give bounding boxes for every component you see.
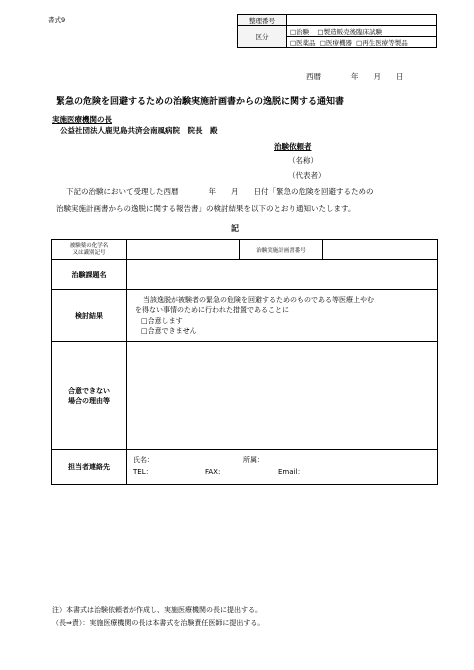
- head-name: 公益社団法人鹿児島共済会南風病院 院長 殿: [60, 126, 218, 135]
- result-text-2: を得ない事情のために行われた措置であることに: [135, 306, 289, 315]
- tel-label: TEL：: [133, 468, 153, 476]
- code-label-line-2: 又は識別記号: [72, 249, 106, 256]
- code-label: [52, 240, 127, 260]
- protocol-no-value[interactable]: [323, 240, 438, 260]
- body-line-2: 治験実施計画書からの逸脱に関する報告書」の検討結果を以下のとおり通知いたします。: [56, 204, 356, 213]
- contact-label: 担当者連絡先: [52, 450, 127, 485]
- subject-value[interactable]: [127, 260, 438, 290]
- disagree-checkbox[interactable]: □合意できません: [141, 326, 197, 335]
- page-title: 緊急の危険を回避するための治験実施計画書からの逸脱に関する通知書: [56, 97, 345, 107]
- date-line: 西暦 年 月 日: [306, 72, 404, 81]
- result-label: 検討結果: [52, 290, 127, 342]
- reg-no-label: 整理番号: [238, 15, 287, 26]
- category-row-1: [287, 26, 437, 37]
- subject-label: 治験課題名: [52, 260, 127, 290]
- category-label: 区分: [238, 26, 287, 48]
- note-1: 注）本書式は治験依頼者が作成し、実施医療機関の長に提出する。: [52, 606, 262, 614]
- head-label: 実施医療機関の長: [52, 115, 112, 124]
- name-label: 氏名：: [133, 456, 154, 464]
- registration-table: [237, 14, 437, 48]
- body-line-1: 下記の治験において受理した西暦 年 月 日付「緊急の危険を回避するための: [66, 187, 374, 196]
- note-2: （長⇒責）：実施医療機関の長は本書式を治験責任医師に提出する。: [52, 619, 265, 627]
- main-table: [51, 239, 438, 485]
- category-trial-checkbox[interactable]: □治験: [290, 27, 310, 36]
- reason-value[interactable]: [127, 342, 438, 450]
- category-row-2: [287, 37, 437, 48]
- category-regenerative-checkbox[interactable]: □再生医療等製品: [356, 38, 408, 47]
- requester-name: （名称）: [288, 156, 318, 165]
- reason-label-line-1: 合意できない: [68, 386, 110, 395]
- contact-content: [127, 450, 438, 485]
- protocol-no-label: 治験実施計画書番号: [240, 240, 323, 260]
- requester-label: 治験依頼者: [274, 142, 312, 151]
- code-value[interactable]: [127, 240, 240, 260]
- category-device-checkbox[interactable]: □医療機器: [319, 38, 352, 47]
- category-drug-checkbox[interactable]: □医薬品: [290, 38, 316, 47]
- result-content: [127, 290, 438, 342]
- reason-label: [52, 342, 127, 450]
- requester-rep: （代表者）: [288, 171, 326, 180]
- code-label-line-1: 被験薬の化学名: [69, 242, 109, 249]
- reason-label-line-2: 場合の理由等: [68, 396, 110, 405]
- form-number: 書式9: [48, 16, 66, 24]
- affiliation-label: 所属：: [243, 456, 264, 464]
- email-label: Email：: [278, 468, 305, 476]
- reg-no-value[interactable]: [287, 15, 437, 26]
- agree-checkbox[interactable]: □合意します: [141, 316, 183, 325]
- fax-label: FAX:: [205, 468, 221, 476]
- ki-mark: 記: [231, 224, 239, 233]
- result-text-1: 当該逸脱が被験者の緊急の危険を回避するためのものである等医療上やむ: [143, 296, 374, 305]
- category-postmarketing-checkbox[interactable]: □製造販売後臨床試験: [317, 27, 383, 36]
